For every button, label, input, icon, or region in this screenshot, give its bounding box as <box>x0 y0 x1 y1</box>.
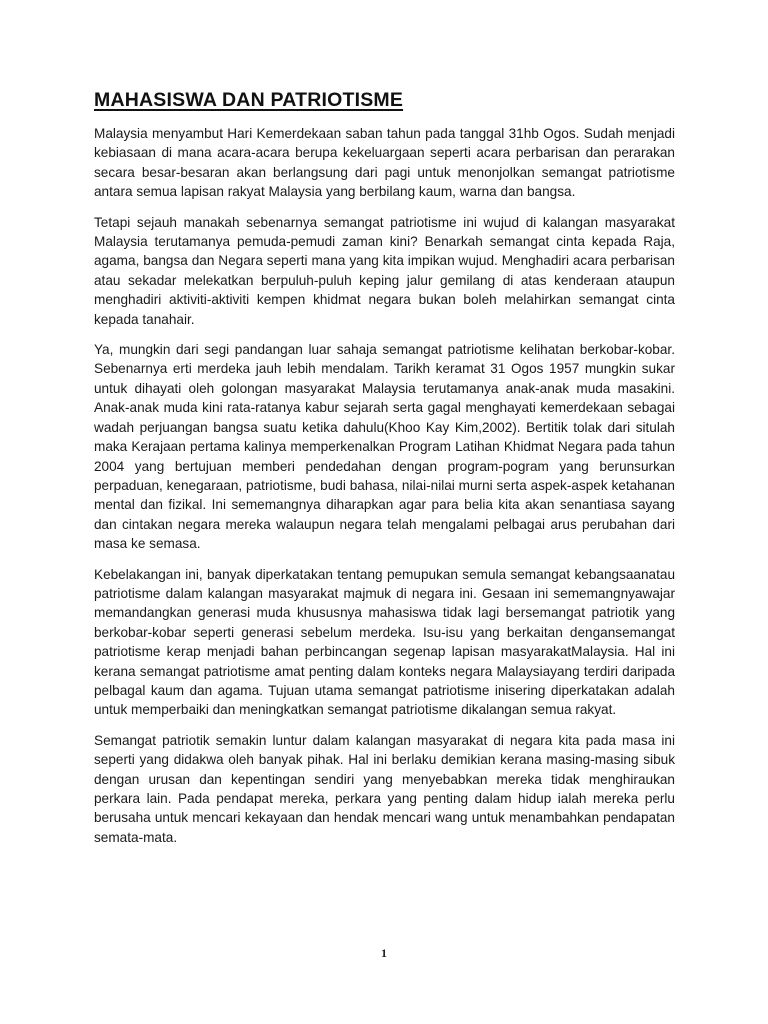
document-body <box>94 88 675 858</box>
paragraph: Kebelakangan ini, banyak diperkatakan tentang pemupukan semula semangat kebangsaanatau patriotisme dalam kalangan masyarakat majmuk di negara ini. Gesaan ini sememangnyawajar memandangkan generasi muda khususnya mahasiswa tidak lagi bersemangat patriotik yang berkobar-kobar seperti generasi sebelum merdeka. Isu-isu yang berkaitan dengansemangat patriotisme kerap menjadi bahan perbincangan segenap lapisan masyarakatMalaysia. Hal ini kerana semangat patriotisme amat penting dalam konteks negara Malaysiayang terdiri daripada pelbagal kaum dan agama. Tujuan utama semangat patriotisme inisering diperkatakan adalah untuk memperbaiki dan meningkatkan semangat patriotisme dikalangan semua rakyat. <box>94 566 675 718</box>
paragraph: Semangat patriotik semakin luntur dalam kalangan masyarakat di negara kita pada masa ini seperti yang didakwa oleh banyak pihak. Hal ini berlaku demikian kerana masing-masing sibuk dengan urusan dan kepentingan sendiri yang menyebabkan mereka tidak menghiraukan perkara lain. Pada pendapat mereka, perkara yang penting dalam hidup ialah mereka perlu berusaha untuk mencari kekayaan dan hendak mencari wang untuk menambahkan pendapatan semata-mata. <box>94 732 675 845</box>
page-number: 1 <box>381 946 387 960</box>
paragraph: Ya, mungkin dari segi pandangan luar sahaja semangat patriotisme kelihatan berkobar-kobar. Sebenarnya erti merdeka jauh lebih mendalam. Tarikh keramat 31 Ogos 1957 mungkin sukar untuk dihayati oleh golongan masyarakat Malaysia terutamanya anak-anak muda masakini. Anak-anak muda kini rata-ratanya kabur sejarah serta gagal menghayati kemerdekaan sebagai wadah perjuangan bangsa suatu ketika dahulu(Khoo Kay Kim,2002). Bertitik tolak dari situlah maka Kerajaan pertama kalinya memperkenalkan Program Latihan Khidmat Negara pada tahun 2004 yang bertujuan memberi pendedahan dengan program-pogram yang berunsurkan perpaduan, kenegaraan, patriotisme, budi bahasa, nilai-nilai murni serta aspek-aspek ketahanan mental dan fizikal. Ini sememangnya diharapkan agar para belia kita akan senantiasa sayang dan cintakan negara mereka walaupun negara telah mengalami pelbagai arus perubahan dari masa ke semasa. <box>94 342 675 552</box>
paragraph: Tetapi sejauh manakah sebenarnya semangat patriotisme ini wujud di kalangan masyarakat Malaysia terutamanya pemuda-pemudi zaman kini? Benarkah semangat cinta kepada Raja, agama, bangsa dan Negara seperti mana yang kita impikan wujud. Menghadiri acara perbarisan atau sekadar melekatkan berpuluh-puluh keping jalur gemilang di atas kenderaan ataupun menghadiri aktiviti-aktiviti kempen khidmat negara bukan boleh melahirkan semangat cinta kepada tanahair. <box>94 214 675 327</box>
paragraph: Malaysia menyambut Hari Kemerdekaan saban tahun pada tanggal 31hb Ogos. Sudah menjadi kebiasaan di mana acara-acara berupa kekeluargaan seperti acara perbarisan dan perarakan secara besar-besaran akan berlangsung dari pagi untuk menonjolkan semangat patriotisme antara semua lapisan rakyat Malaysia yang berbilang kaum, warna dan bangsa. <box>94 126 675 200</box>
page-title: MAHASISWA DAN PATRIOTISME <box>94 89 404 111</box>
